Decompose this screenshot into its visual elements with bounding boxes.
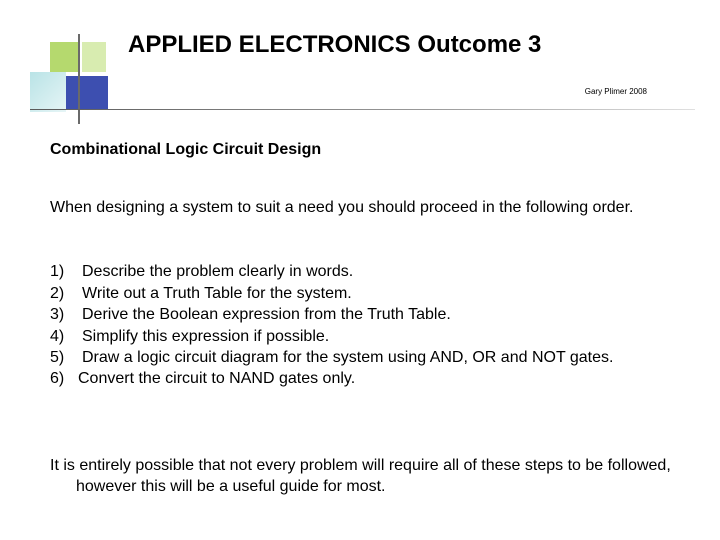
section-heading: Combinational Logic Circuit Design [50,141,322,158]
steps-list [50,261,670,389]
list-item [50,261,670,283]
author-credit: Gary Plimer 2008 [584,87,647,96]
step-text: Describe the problem clearly in words. [82,263,354,280]
list-item [50,326,670,348]
decorative-blue-square [66,76,108,110]
list-item [50,347,670,369]
step-text: Derive the Boolean expression from the Truth Table. [82,306,451,323]
decorative-green-square [50,42,80,72]
step-number: 1) [50,263,65,280]
step-number: 3) [50,306,65,323]
decorative-teal-square [30,72,66,112]
slide-title: APPLIED ELECTRONICS Outcome 3 [128,31,542,58]
step-text: Write out a Truth Table for the system. [82,284,352,302]
step-number: 2) [50,284,65,302]
list-item [50,283,670,305]
closing-paragraph: It is entirely possible that not every problem will require all of these steps to be followed, however this will be a useful guide for most. [50,457,671,495]
header-divider-line [30,109,695,110]
decorative-light-green-square [82,42,106,72]
step-text: Simplify this expression if possible. [82,327,330,345]
list-item [50,368,670,390]
intro-paragraph: When designing a system to suit a need you should proceed in the following order. [50,199,634,216]
list-item [50,304,670,326]
step-number: 4) [50,327,65,345]
step-number: 5) [50,349,65,366]
decorative-vertical-line [78,34,80,124]
step-text: Convert the circuit to NAND gates only. [78,369,356,387]
step-text: Draw a logic circuit diagram for the system using AND, OR and NOT gates. [82,349,614,366]
step-number: 6) [50,369,65,387]
